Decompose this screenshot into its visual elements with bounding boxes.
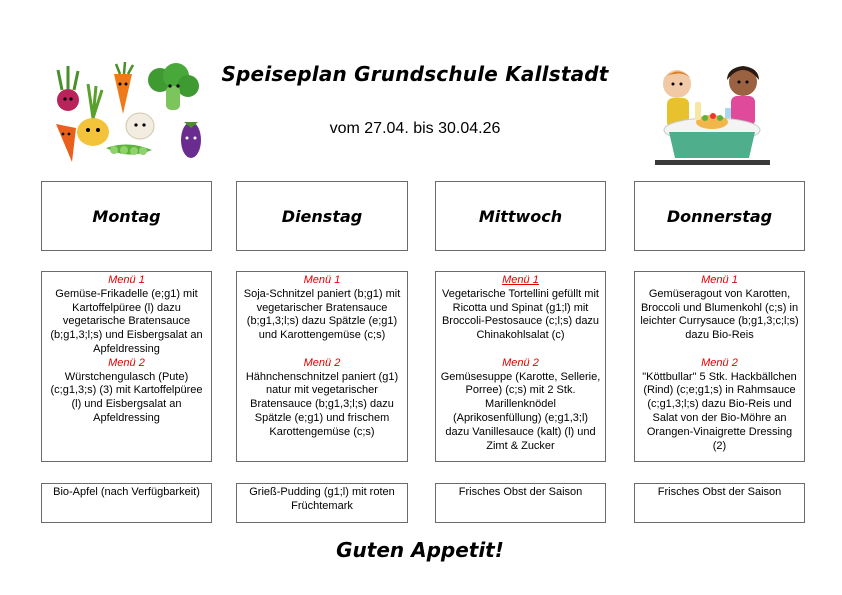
closing-text: Guten Appetit! [336, 538, 504, 562]
kids-eating-illustration [655, 62, 770, 165]
date-range: vom 27.04. bis 30.04.26 [329, 120, 501, 137]
spacer [440, 343, 601, 357]
page-title: Speiseplan Grundschule Kallstadt [221, 62, 609, 86]
menu-box-thursday [634, 271, 805, 462]
dessert-monday: Bio-Apfel (nach Verfügbarkeit) [41, 483, 212, 523]
menu-2-dish: "Köttbullar" 5 Stk. Hackbällchen (Rind) (c;e;g1;s) in Rahmsauce (c;g1,3;l;s) dazu Bio-Reis und Salat von der Bio-Möhre an Orangen-Vinaigrette Dressing (2) [642, 370, 797, 452]
menu-2-label: Menü 2 [701, 356, 738, 369]
menu-1-label: Menü 1 [701, 274, 738, 286]
dessert-thursday: Frisches Obst der Saison [634, 483, 805, 523]
menu-1-label: Menü 1 [502, 274, 539, 286]
menu-2-dish: Würstchengulasch (Pute) (c;g1,3;s) (3) mit Kartoffelpüree (l) und Eisbergsalat an Apfeldressing [50, 370, 203, 424]
day-header-wednesday: Mittwoch [435, 181, 606, 251]
dessert-tuesday: Grieß-Pudding (g1;l) mit roten Früchtemark [236, 483, 408, 523]
menu-2-label: Menü 2 [108, 356, 145, 369]
menu-1-label: Menü 1 [303, 274, 341, 286]
menu-1-dish: Soja-Schnitzel paniert (b;g1) mit vegetarischer Bratensauce (b;g1,3;l;s) dazu Spätzle (e;g1) und Karottengemüse (c;s) [243, 287, 401, 342]
spacer [241, 343, 403, 357]
menu-2-dish: Gemüsesuppe (Karotte, Sellerie, Porree) (c;s) mit 2 Stk. Marillenknödel (Aprikosenfüllung) (e;g1,3;l) dazu Vanillesauce (kalt) (l) und Zimt & Zucker [440, 370, 601, 452]
vegetables-illustration [48, 62, 208, 162]
menu-1-dish: Gemüse-Frikadelle (e;g1) mit Kartoffelpüree (l) dazu vegetarische Bratensauce (b;g1,3;l;s) und Eisbergsalat an Apfeldressing [50, 287, 203, 355]
menu-1-label: Menü 1 [108, 274, 145, 286]
day-header-monday: Montag [41, 181, 212, 251]
menu-1-dish: Vegetarische Tortellini gefüllt mit Ricotta und Spinat (g1;l) mit Broccoli-Pestosauce (c;l;s) dazu Chinakohlsalat (c) [441, 287, 600, 342]
dessert-wednesday: Frisches Obst der Saison [435, 483, 606, 523]
menu-box-monday [41, 271, 212, 462]
menu-box-tuesday [236, 271, 408, 462]
day-header-thursday: Donnerstag [634, 181, 805, 251]
menu-box-wednesday [435, 271, 606, 462]
menu-2-label: Menü 2 [502, 356, 539, 369]
menu-2-dish: Hähnchenschnitzel paniert (g1) natur mit vegetarischer Bratensauce (b;g1,3;l;s) dazu Spätzle (e;g1) und frischem Karottengemüse (c;s) [245, 370, 399, 438]
menu-1-dish: Gemüseragout von Karotten, Broccoli und Blumenkohl (c;s) in leichter Currysauce (b;g1,3;c;l;s) dazu Bio-Reis [640, 287, 799, 342]
spacer [639, 343, 800, 357]
day-header-tuesday: Dienstag [236, 181, 408, 251]
menu-2-label: Menü 2 [303, 356, 341, 369]
